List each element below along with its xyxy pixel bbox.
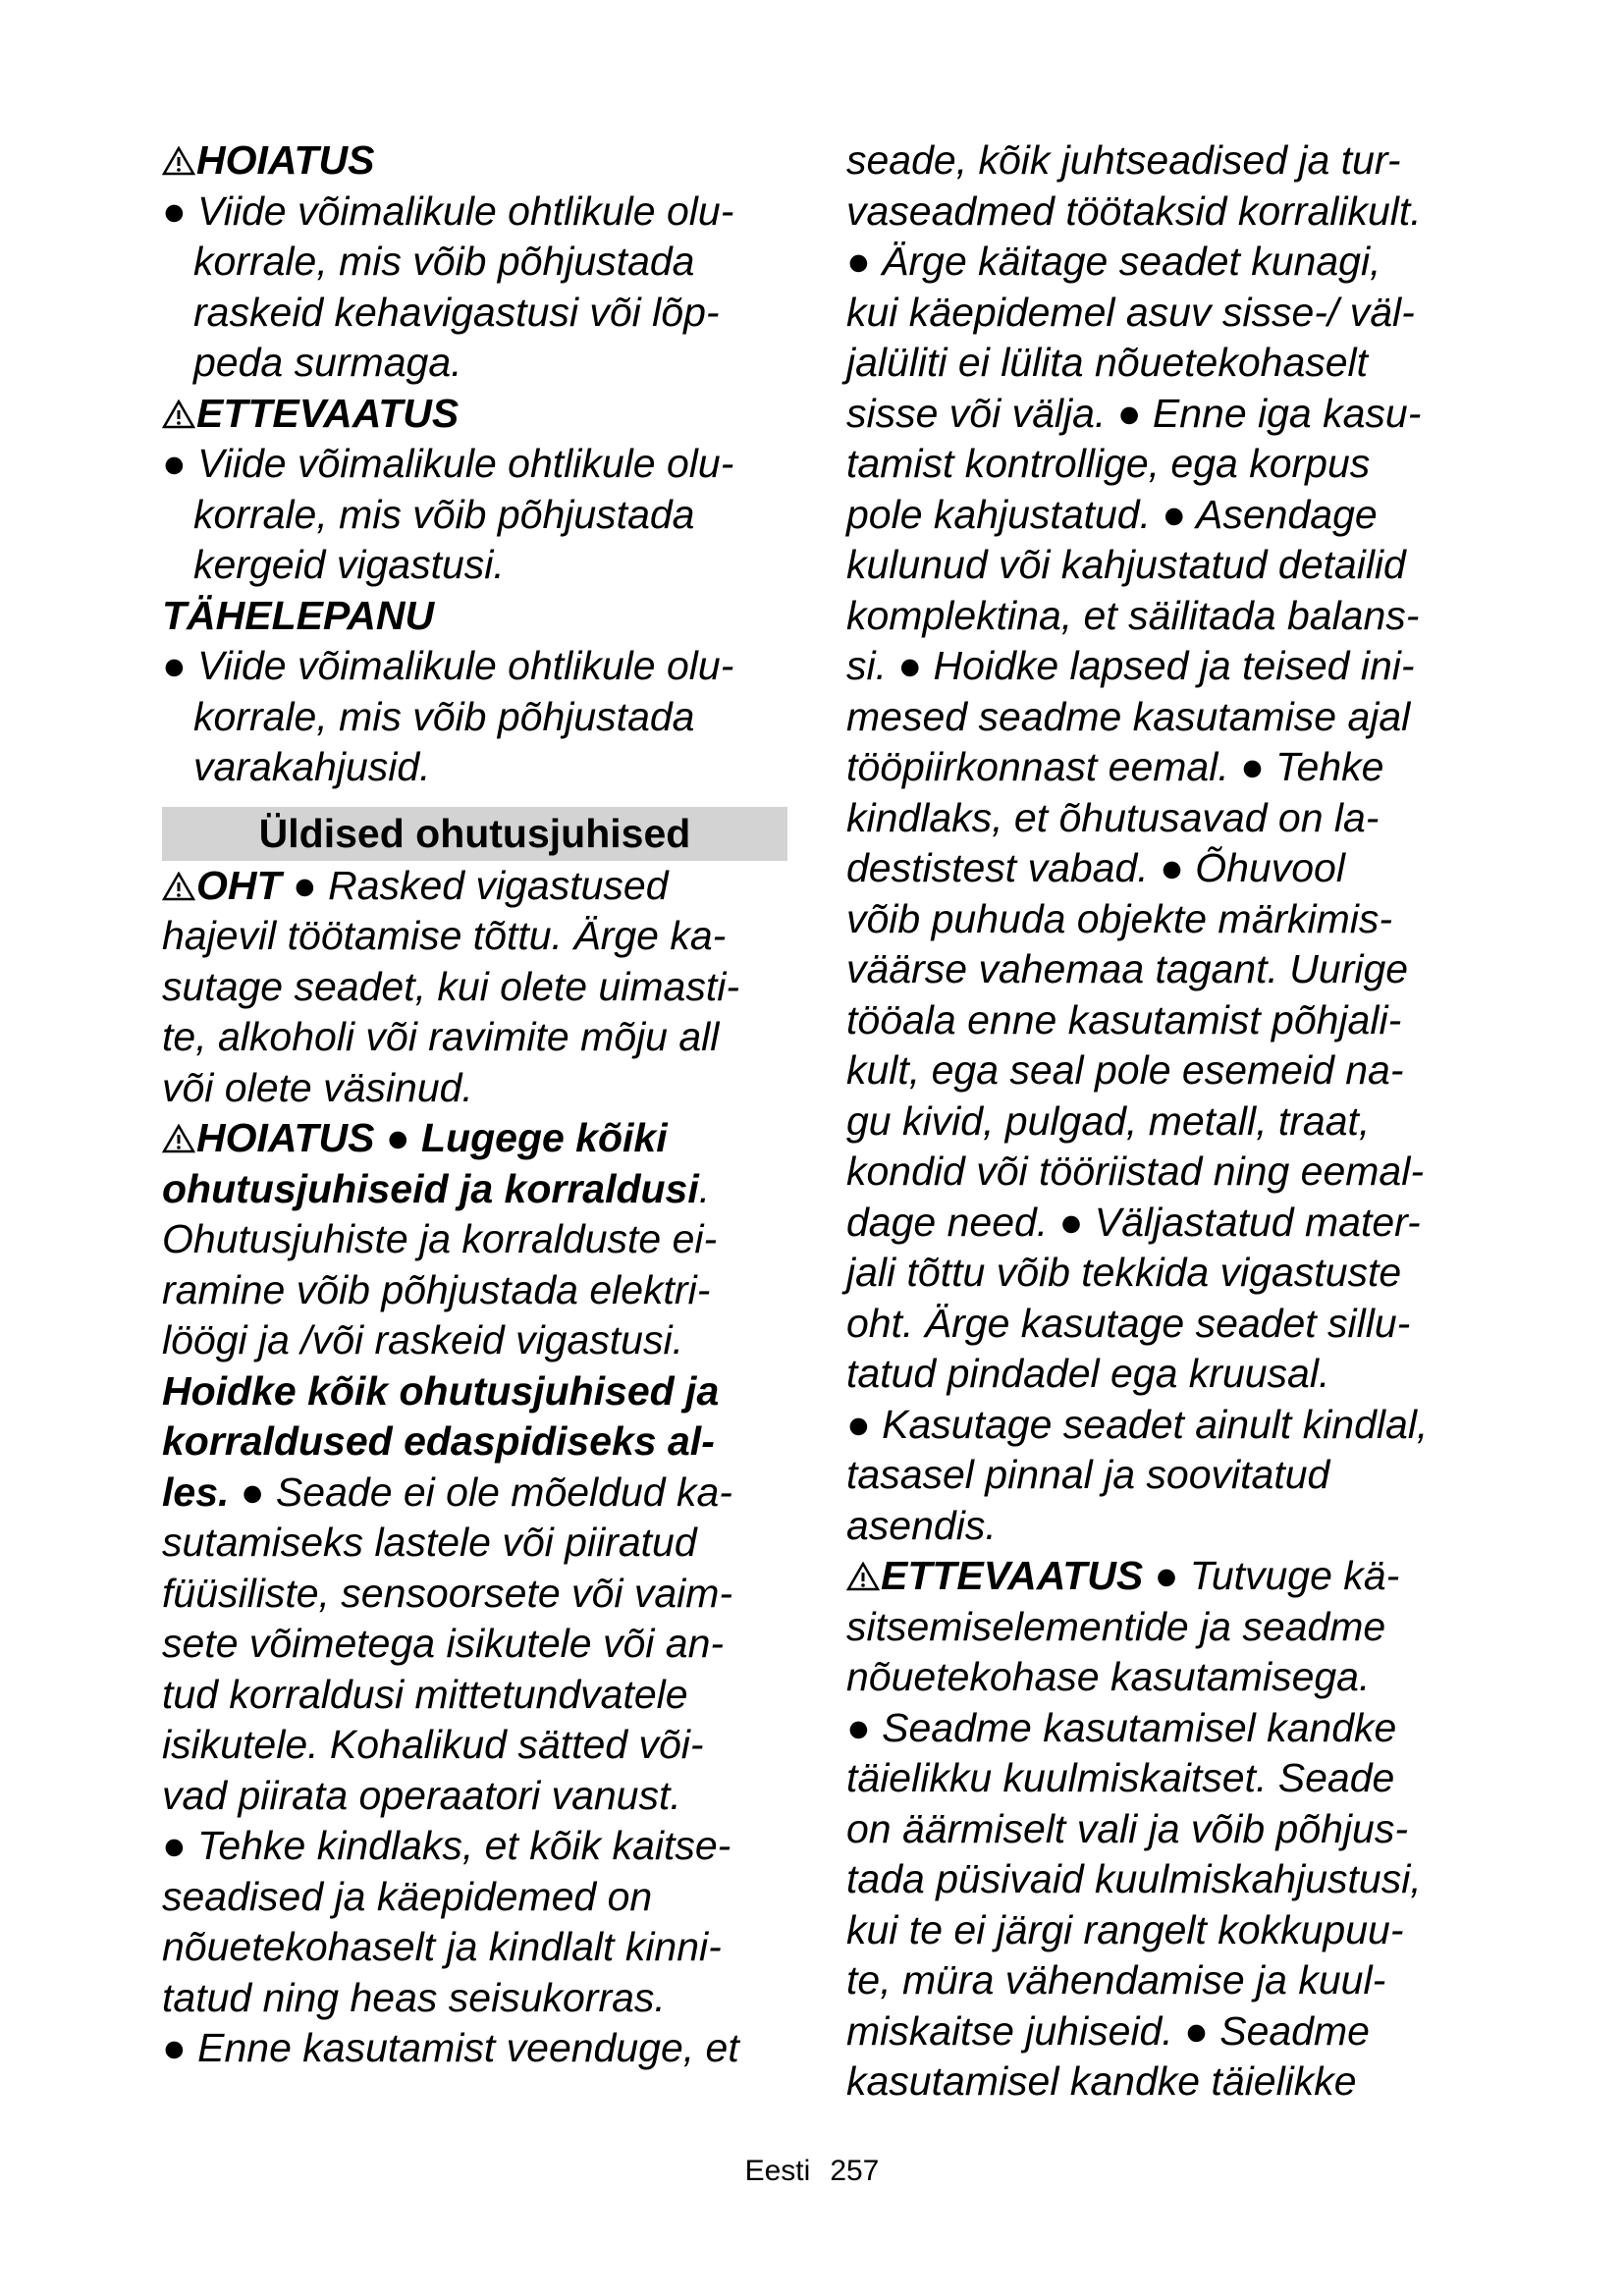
body-text-line: seade, kõik juhtseadised ja tur- bbox=[846, 137, 1401, 183]
body-text-line: jalüliti ei lülita nõuetekohaselt bbox=[846, 340, 1369, 385]
body-text-line: ● Tehke kindlaks, et kõik kaitse- bbox=[162, 1823, 731, 1868]
warning-text-line: korrale, mis võib põhjustada bbox=[193, 239, 695, 284]
warning-triangle-icon bbox=[846, 1562, 880, 1591]
body-text-line: sete võimetega isikutele või an- bbox=[162, 1621, 725, 1666]
body-text-line: komplektina, et säilitada balans- bbox=[846, 592, 1420, 638]
notice-text-line: korrale, mis võib põhjustada bbox=[193, 693, 695, 739]
body-text-line: tamist kontrollige, ega korpus bbox=[846, 441, 1371, 486]
right-column bbox=[846, 135, 1475, 2108]
body-text-line: Ohutusjuhiste ja korralduste ei- bbox=[162, 1216, 718, 1261]
body-text-line: tööala enne kasutamist põhjali- bbox=[846, 996, 1402, 1042]
body-text-line: nõuetekohaselt ja kindlalt kinni- bbox=[162, 1924, 722, 1969]
body-text-line: kui te ei järgi rangelt kokkupuu- bbox=[846, 1906, 1404, 1952]
body-text-line: seadised ja käepidemed on bbox=[162, 1873, 653, 1919]
footer-page-number: 257 bbox=[830, 2155, 880, 2187]
body-text-line: jali tõttu võib tekkida vigastuste bbox=[846, 1250, 1402, 1295]
warning-instructions-line: ohutusjuhiseid ja korraldusi. bbox=[162, 1165, 711, 1211]
body-text-line: te, alkoholi või ravimite mõju all bbox=[162, 1014, 720, 1059]
caution-text-line: kergeid vigastusi. bbox=[193, 542, 505, 587]
body-text-line: isikutele. Kohalikud sätted või- bbox=[162, 1722, 704, 1767]
body-text-line: destistest vabad. ● Õhuvool bbox=[846, 845, 1345, 890]
right-text-block bbox=[846, 135, 1475, 1551]
left-column bbox=[162, 135, 790, 2074]
body-text-line: kondid või tööriistad ning eemal- bbox=[846, 1148, 1424, 1194]
body-text-line: ● Enne kasutamist veenduge, et bbox=[162, 2025, 739, 2070]
warning-text-line: ● Viide võimalikule ohtlikule olu- bbox=[162, 187, 734, 234]
body-text-line: asendis. bbox=[846, 1502, 997, 1548]
body-text-line: tööpiirkonnast eemal. ● Tehke bbox=[846, 744, 1384, 789]
body-text-line: oht. Ärge kasutage seadet sillu- bbox=[846, 1300, 1411, 1346]
warning-triangle-icon bbox=[162, 1124, 195, 1153]
body-text-line: sutage seadet, kui olete uimasti- bbox=[162, 963, 739, 1009]
danger-label: OHT bbox=[196, 862, 282, 908]
body-text-line: nõuetekohase kasutamisega. bbox=[846, 1654, 1371, 1699]
body-text-line: väärse vahemaa tagant. Uurige bbox=[846, 946, 1409, 991]
body-text-line: kulunud või kahjustatud detailid bbox=[846, 542, 1406, 587]
caution-line: ETTEVAATUS ● Tutvuge kä- bbox=[846, 1551, 1475, 1602]
caution-text-line: ● Viide võimalikule ohtlikule olu- bbox=[162, 441, 734, 486]
page-footer bbox=[0, 2155, 1624, 2188]
body-text-line: kindlaks, et õhutusavad on la- bbox=[846, 794, 1380, 840]
body-text-line: ● Kasutage seadet ainult kindlal, bbox=[846, 1401, 1429, 1447]
body-text-line: tatud ning heas seisukorras. bbox=[162, 1974, 666, 2020]
body-text-line: tada püsivaid kuulmiskahjustusi, bbox=[846, 1856, 1422, 1901]
body-text-line: füüsiliste, sensoorsete või vaim- bbox=[162, 1570, 733, 1616]
body-text-line: pole kahjustatud. ● Asendage bbox=[846, 491, 1378, 537]
body-text-line: tud korraldusi mittetundvatele bbox=[162, 1671, 688, 1717]
body-text-line: vaseadmed töötaksid korralikult. bbox=[846, 187, 1422, 234]
warning-heading: HOIATUS bbox=[162, 135, 790, 187]
caution-heading: ETTEVAATUS bbox=[162, 389, 790, 440]
body-text-line: tatud pindadel ega kruusal. bbox=[846, 1351, 1330, 1396]
warning-triangle-icon bbox=[162, 146, 195, 176]
body-text-line: hajevil töötamise tõttu. Ärge ka- bbox=[162, 913, 727, 958]
notice-text-line: ● Viide võimalikule ohtlikule olu- bbox=[162, 643, 734, 688]
body-text-line: ramine võib põhjustada elektri- bbox=[162, 1266, 711, 1312]
body-text-line: ● Ärge käitage seadet kunagi, bbox=[846, 239, 1381, 284]
body-text-line: te, müra vähendamise ja kuul- bbox=[846, 1957, 1386, 2002]
body-text-line: ● Seadme kasutamisel kandke bbox=[846, 1704, 1397, 1750]
warning-text-line: raskeid kehavigastusi või lõp- bbox=[193, 289, 720, 335]
body-text-line: sisse või välja. ● Enne iga kasu- bbox=[846, 390, 1422, 436]
keep-instructions-line: les. ● Seade ei ole mõeldud ka- bbox=[162, 1468, 732, 1515]
right-text-block bbox=[846, 1602, 1475, 2108]
section-title: Üldised ohutusjuhised bbox=[162, 807, 787, 861]
body-text-line: sutamiseks lastele või piiratud bbox=[162, 1520, 697, 1565]
body-text-line: või olete väsinud. bbox=[162, 1064, 473, 1110]
body-text-line: miskaitse juhiseid. ● Seadme bbox=[846, 2007, 1370, 2054]
body-text-line: löögi ja /või raskeid vigastusi. bbox=[162, 1317, 683, 1362]
danger-line: OHT ● Rasked vigastused bbox=[162, 861, 790, 912]
footer-language: Eesti bbox=[744, 2155, 811, 2187]
warning-instructions-line: HOIATUS ● Lugege kõiki bbox=[162, 1113, 790, 1164]
body-text-line: kasutamisel kandke täielikke bbox=[846, 2058, 1357, 2104]
keep-instructions-line: korraldused edaspidiseks al- bbox=[162, 1418, 715, 1464]
warning-triangle-icon bbox=[162, 400, 195, 429]
body-text-line: dage need. ● Väljastatud mater- bbox=[846, 1199, 1421, 1245]
body-text-line: sitsemiselementide ja seadme bbox=[846, 1603, 1386, 1649]
keep-instructions-line: Hoidke kõik ohutusjuhised ja bbox=[162, 1367, 720, 1414]
caution-label: ETTEVAATUS bbox=[881, 1553, 1144, 1598]
notice-heading: TÄHELEPANU bbox=[162, 592, 435, 638]
caution-text-line: korrale, mis võib põhjustada bbox=[193, 491, 695, 537]
body-text-line: mesed seadme kasutamise ajal bbox=[846, 693, 1411, 739]
body-text-line: täielikku kuulmiskaitset. Seade bbox=[846, 1755, 1395, 1800]
body-text-line: kult, ega seal pole esemeid na- bbox=[846, 1047, 1404, 1093]
body-text-line: si. ● Hoidke lapsed ja teised ini- bbox=[846, 643, 1415, 688]
body-text-line: vad piirata operaatori vanust. bbox=[162, 1772, 681, 1818]
body-text-line: tasasel pinnal ja soovitatud bbox=[846, 1452, 1330, 1497]
body-text-line: on äärmiselt vali ja võib põhjus- bbox=[846, 1805, 1408, 1851]
body-text-line: kui käepidemel asuv sisse-/ väl- bbox=[846, 289, 1415, 335]
notice-text-line: varakahjusid. bbox=[193, 744, 431, 789]
body-text-line: võib puhuda objekte märkimis- bbox=[846, 895, 1393, 941]
warning-triangle-icon bbox=[162, 872, 195, 901]
warning-text-line: peda surmaga. bbox=[193, 340, 462, 385]
body-text-line: gu kivid, pulgad, metall, traat, bbox=[846, 1097, 1371, 1144]
